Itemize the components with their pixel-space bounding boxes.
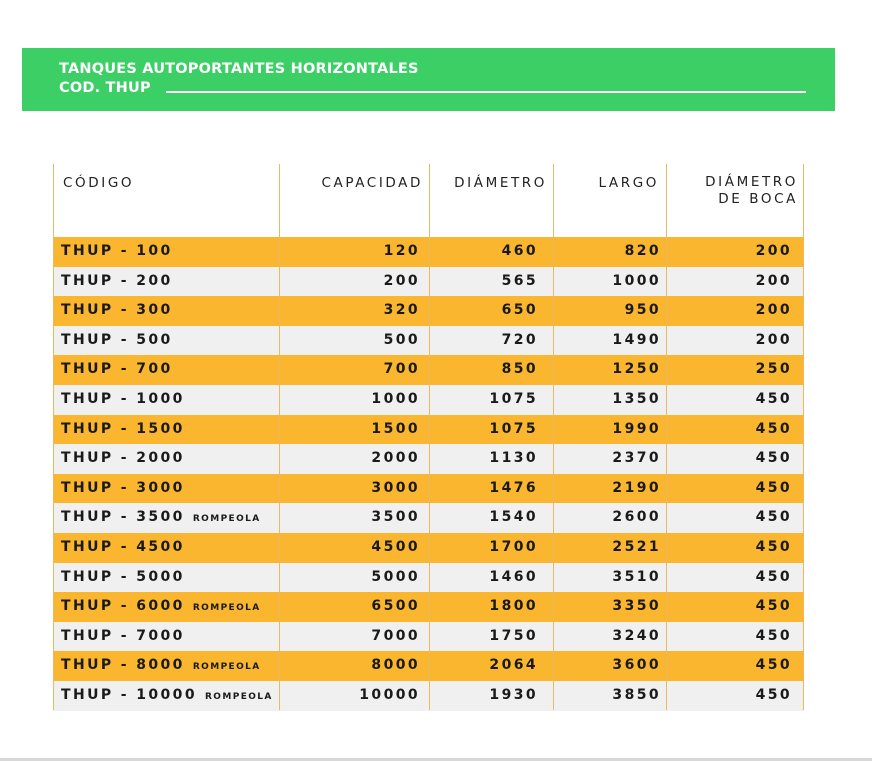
- cell-diametro-boca: 200: [755, 272, 792, 289]
- cell-diametro: 1476: [489, 479, 538, 496]
- cell-capacidad: 5000: [371, 568, 420, 585]
- cell-diametro: 1130: [489, 450, 538, 467]
- column-divider: [666, 164, 667, 710]
- cell-diametro-boca: 450: [755, 657, 792, 674]
- cell-codigo: [61, 592, 261, 622]
- cell-diametro: 1540: [489, 509, 538, 526]
- codigo-text: THUP - 1000: [61, 390, 185, 407]
- codigo-text: THUP - 4500: [61, 538, 185, 555]
- codigo-text: THUP - 6000: [61, 598, 185, 615]
- cell-largo: 1990: [612, 420, 661, 437]
- cell-codigo: [61, 267, 173, 297]
- cell-codigo: [61, 415, 185, 445]
- cell-largo: 2190: [612, 479, 661, 496]
- cell-capacidad: 500: [383, 331, 420, 348]
- cell-largo: 820: [624, 243, 661, 259]
- cell-largo: 3350: [612, 598, 661, 615]
- cell-codigo: [61, 622, 185, 652]
- cell-largo: 3600: [612, 657, 661, 674]
- cell-diametro: 720: [501, 331, 538, 348]
- codigo-text: THUP - 8000: [61, 657, 185, 674]
- cell-capacidad: 700: [383, 361, 420, 378]
- column-divider: [279, 164, 280, 710]
- cell-diametro-boca: 200: [755, 243, 792, 259]
- cell-capacidad: 1000: [371, 390, 420, 407]
- cell-largo: 3510: [612, 568, 661, 585]
- header-capacidad: CAPACIDAD: [321, 175, 423, 191]
- codigo-text: THUP - 3000: [61, 479, 185, 496]
- header-diametro: DIÁMETRO: [454, 175, 547, 191]
- cell-diametro: 850: [501, 361, 538, 378]
- cell-codigo: [61, 651, 261, 681]
- codigo-text: THUP - 2000: [61, 450, 185, 467]
- cell-codigo: [61, 474, 185, 504]
- banner-code: COD. THUP: [59, 80, 151, 96]
- cell-capacidad: 320: [383, 302, 420, 319]
- codigo-text: THUP - 700: [61, 361, 173, 378]
- banner-rule: [166, 91, 806, 93]
- column-divider: [53, 164, 54, 710]
- cell-codigo: [61, 296, 173, 326]
- header-diametro-boca-line1: DIÁMETRO: [705, 174, 798, 190]
- rompeola-note: ROMPEOLA: [192, 662, 261, 673]
- specs-table: [53, 164, 804, 710]
- cell-capacidad: 1500: [371, 420, 420, 437]
- cell-codigo: [61, 237, 173, 267]
- cell-capacidad: 120: [383, 243, 420, 259]
- column-divider: [553, 164, 554, 710]
- cell-capacidad: 4500: [371, 538, 420, 555]
- cell-largo: 1000: [612, 272, 661, 289]
- header-diametro-boca-line2: DE BOCA: [718, 191, 798, 207]
- cell-diametro: 565: [501, 272, 538, 289]
- cell-codigo: [61, 355, 173, 385]
- cell-diametro: 1930: [489, 686, 538, 703]
- codigo-text: THUP - 7000: [61, 627, 185, 644]
- codigo-text: THUP - 5000: [61, 568, 185, 585]
- cell-diametro-boca: 250: [755, 361, 792, 378]
- cell-largo: 3240: [612, 627, 661, 644]
- cell-capacidad: 200: [383, 272, 420, 289]
- codigo-text: THUP - 100: [61, 243, 173, 259]
- header-largo: LARGO: [598, 175, 659, 191]
- cell-largo: 3850: [612, 686, 661, 703]
- cell-codigo: [61, 533, 185, 563]
- cell-diametro: 1750: [489, 627, 538, 644]
- header-codigo: CÓDIGO: [63, 175, 135, 191]
- cell-largo: 2600: [612, 509, 661, 526]
- rompeola-note: ROMPEOLA: [204, 691, 273, 702]
- codigo-text: THUP - 3500: [61, 509, 185, 526]
- cell-codigo: [61, 681, 273, 711]
- cell-largo: 1350: [612, 390, 661, 407]
- cell-largo: 950: [624, 302, 661, 319]
- cell-diametro: 1075: [489, 420, 538, 437]
- cell-capacidad: 3000: [371, 479, 420, 496]
- cell-diametro: 460: [501, 243, 538, 259]
- codigo-text: THUP - 500: [61, 331, 173, 348]
- cell-diametro-boca: 200: [755, 331, 792, 348]
- cell-diametro: 1700: [489, 538, 538, 555]
- cell-codigo: [61, 444, 185, 474]
- codigo-text: THUP - 10000: [61, 686, 197, 703]
- cell-diametro-boca: 450: [755, 509, 792, 526]
- column-divider: [429, 164, 430, 710]
- cell-codigo: [61, 385, 185, 415]
- cell-largo: 2370: [612, 450, 661, 467]
- codigo-text: THUP - 1500: [61, 420, 185, 437]
- cell-codigo: [61, 503, 261, 533]
- cell-diametro-boca: 450: [755, 479, 792, 496]
- cell-capacidad: 7000: [371, 627, 420, 644]
- cell-diametro: 650: [501, 302, 538, 319]
- cell-capacidad: 3500: [371, 509, 420, 526]
- banner-title: TANQUES AUTOPORTANTES HORIZONTALES: [59, 61, 419, 77]
- rompeola-note: ROMPEOLA: [192, 603, 261, 614]
- cell-diametro: 1075: [489, 390, 538, 407]
- cell-capacidad: 6500: [371, 598, 420, 615]
- cell-diametro-boca: 450: [755, 390, 792, 407]
- cell-diametro: 1460: [489, 568, 538, 585]
- cell-diametro-boca: 450: [755, 598, 792, 615]
- cell-diametro-boca: 450: [755, 627, 792, 644]
- cell-codigo: [61, 563, 185, 593]
- title-banner: [22, 48, 835, 111]
- cell-capacidad: 10000: [359, 686, 420, 703]
- cell-largo: 1250: [612, 361, 661, 378]
- cell-diametro-boca: 450: [755, 450, 792, 467]
- cell-diametro: 2064: [489, 657, 538, 674]
- cell-largo: 2521: [612, 538, 661, 555]
- header-diametro-boca: [705, 174, 798, 208]
- cell-diametro-boca: 200: [755, 302, 792, 319]
- column-divider: [803, 164, 804, 710]
- cell-diametro-boca: 450: [755, 568, 792, 585]
- cell-diametro: 1800: [489, 598, 538, 615]
- cell-diametro-boca: 450: [755, 686, 792, 703]
- cell-codigo: [61, 326, 173, 356]
- cell-capacidad: 2000: [371, 450, 420, 467]
- cell-largo: 1490: [612, 331, 661, 348]
- cell-capacidad: 8000: [371, 657, 420, 674]
- cell-diametro-boca: 450: [755, 420, 792, 437]
- rompeola-note: ROMPEOLA: [192, 514, 261, 525]
- codigo-text: THUP - 300: [61, 302, 173, 319]
- codigo-text: THUP - 200: [61, 272, 173, 289]
- cell-diametro-boca: 450: [755, 538, 792, 555]
